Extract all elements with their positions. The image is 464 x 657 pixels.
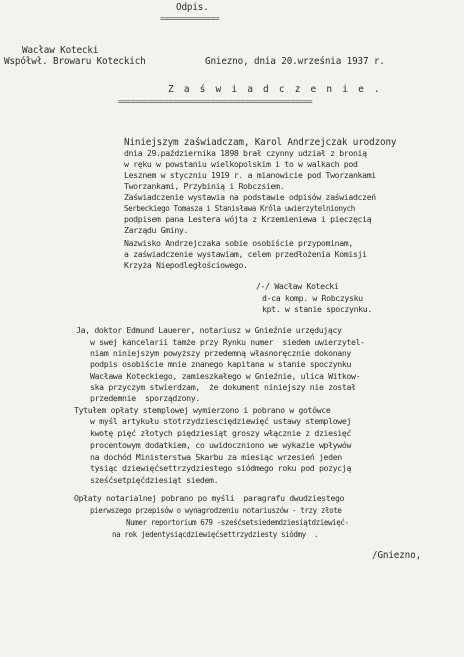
fee-line: kwotę pięć złotych piędziesiąt groszy włącznie z dziesięć [90, 428, 352, 438]
body-line: Krzyża Niepodległościowego. [124, 260, 248, 270]
notary-line: ska przyczym stwierdzam, że dokument niniejszy nie został [90, 382, 356, 392]
place-date: Gniezno, dnia 20.września 1937 r. [205, 56, 385, 67]
notarial-fee-line: Opłaty notarialnej pobrano po myśli paragrafu dwudziestego [74, 493, 345, 503]
body-line: Zarządu Gminy. [124, 225, 189, 235]
closing-place: /Gniezno, [372, 550, 422, 561]
fee-line: tysiąc dziewięćsettrzydziestego siódmego roku pod pozycją [90, 463, 352, 473]
sender-name: Wacław Kotecki [22, 45, 99, 56]
body-line: Tworzankami, Przybinią i Robczsiem. [124, 181, 285, 191]
copy-label: Odpis. [176, 2, 209, 13]
body-line: podpisem pana Lestera wójta z Krzemieniewa i pieczęcią [124, 214, 372, 224]
notarial-fee-line: pierwszego przepisów o wynagrodzeniu notariuszów - trzy złote [90, 506, 342, 515]
notary-line: Ja, doktor Edmund Lauerer, notariusz w Gnieźnie urzędujący [76, 325, 342, 335]
notary-line: przedemnie sporządzony. [90, 393, 200, 403]
notary-line: Wacława Koteckiego, zamieszkałego w Gnieźnie, ulica Witkow- [90, 371, 361, 381]
signature-name: /-/ Wacław Kotecki [256, 281, 339, 291]
body-line: Serbeckiego Tomasza i Stanisława Króla uwierzytelnionych [124, 204, 355, 213]
notarial-fee-line: Numer reportorium 679 -sześćsetsiedemdziesiątdziewięć- [126, 518, 349, 527]
document-title: Z a ś w i a d c z e n i e . [168, 84, 382, 95]
signature-status: kpt. w stanie spoczynku. [262, 304, 372, 314]
body-line: Zaświadczenie wystawia na podstawie odpisów zaświadczeń [124, 192, 376, 202]
body-line: dnia 29.października 1898 brał czynny udział z bronią [124, 148, 367, 158]
fee-line: sześćsetpięćdziesiąt siedem. [90, 475, 219, 485]
body-line: a zaświadczenie wystawiam, celem przedłożenia Komisji [124, 249, 367, 259]
notary-line: w swej kancelarii tamże przy Rynku numer siedem uwierzytel- [90, 337, 365, 347]
body-line: Niniejszym zaświadczam, Karol Andrzejczak urodzony [124, 137, 397, 148]
notary-line: podpis osobiście mnie znanego kapitana w stanie spoczynku [90, 359, 352, 369]
copy-underline: ============== [160, 14, 220, 23]
fee-line: Tytułem opłaty stemplowej wymierzono i pobrano w gotówce [74, 405, 331, 415]
title-underline: ============================================== [118, 97, 312, 106]
signature-rank: d-ca komp. w Robczysku [262, 293, 363, 303]
notarial-fee-line: na rok jedentysiącdziewięćsettrzydziesty siódmy . [112, 530, 319, 539]
fee-line: w myśl artykułu stotrzydziesciędziewięć ustawy stemplowej [90, 416, 352, 426]
body-line: w ręku w powstaniu wielkopolskim i to w walkach pod [124, 159, 358, 169]
fee-line: procentowym dodatkiem, co uwidoczniono we wykazie wpływów [90, 440, 352, 450]
body-line: Lesznem w styczniu 1919 r. a mianowicie pod Tworzankami [124, 170, 376, 180]
sender-role: Współwł. Browaru Koteckich [4, 56, 146, 67]
body-line: Nazwisko Andrzejczaka sobie osobiście przypominam, [124, 238, 353, 248]
notary-line: niam niniejszym powyższy przedemną własnoręcznie dokonany [90, 348, 352, 358]
fee-line: na dochód Ministerstwa Skarbu za miesiąc wrzesień jeden [90, 452, 342, 462]
